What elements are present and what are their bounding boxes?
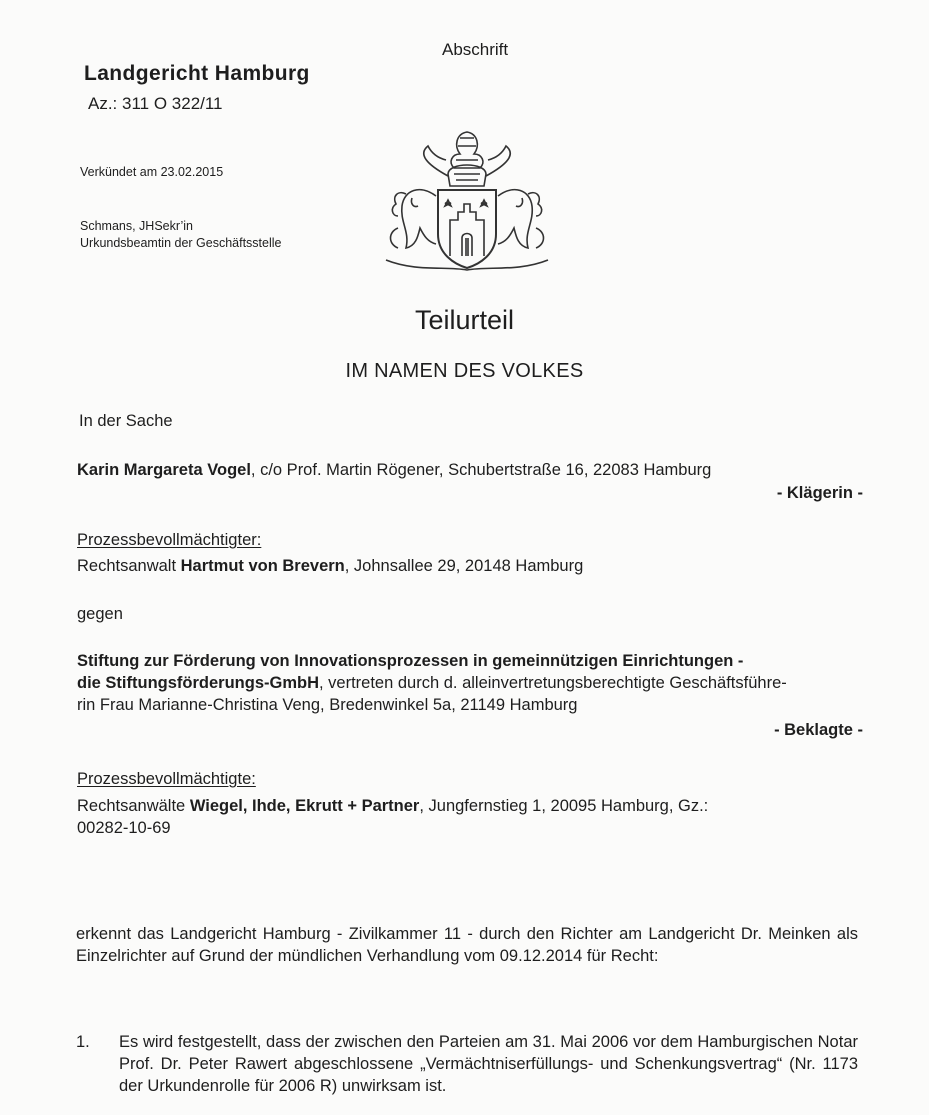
clerk-name: Schmans, JHSekr’in (80, 219, 194, 233)
plaintiff-counsel-heading: Prozessbevollmächtigter: (77, 531, 262, 549)
ruling-intro: erkennt das Landgericht Hamburg - Zivilkammer 11 - durch den Richter am Landgericht Dr. Meinken als Einzelrichter auf Grund der mündlichen Verhandlung vom 09.12.2014 für Recht: (76, 925, 858, 965)
defendant-name-line2: die Stiftungsförderungs-GmbH (77, 674, 319, 692)
defendant-block (77, 650, 867, 716)
court-name: Landgericht Hamburg (84, 62, 310, 85)
file-reference: Az.: 311 O 322/11 (88, 94, 223, 113)
plaintiff-name: Karin Margareta Vogel (77, 461, 251, 479)
defendant-counsel-prefix: Rechtsanwälte (77, 797, 190, 815)
defendant-name-line1: Stiftung zur Förderung von Innovationsprozessen in gemeinnützigen Einrichtungen - (77, 652, 744, 670)
clerk-title: Urkundsbeamtin der Geschäftsstelle (80, 236, 282, 250)
defendant-representation: , vertreten durch d. alleinvertretungsberechtigte Geschäftsführe- (319, 674, 787, 692)
hamburg-coat-of-arms-icon (376, 124, 558, 274)
against-label: gegen (77, 605, 123, 623)
defendant-counsel-block (77, 795, 797, 839)
document-subtitle: IM NAMEN DES VOLKES (345, 360, 584, 382)
defendant-role: - Beklagte - (774, 721, 863, 739)
defendant-counsel-name: Wiegel, Ihde, Ekrutt + Partner (189, 797, 420, 815)
defendant-counsel-heading: Prozessbevollmächtigte: (77, 770, 256, 788)
plaintiff-counsel-prefix: Rechtsanwalt (77, 557, 181, 575)
announcement-date: Verkündet am 23.02.2015 (80, 165, 224, 179)
defendant-counsel-address: , Jungfernstieg 1, 20095 Hamburg, Gz.: (419, 797, 709, 815)
ruling-item-number: 1. (76, 1033, 90, 1051)
plaintiff-counsel-line (77, 555, 583, 577)
ruling-item-text: Es wird festgestellt, dass der zwischen den Parteien am 31. Mai 2006 vor dem Hamburgischen Notar Prof. Dr. Peter Rawert abgeschlossene „Vermächtniserfüllungs- und Schenkungsvertrag“ (Nr. 1173 der Urkundenrolle für 2006 R) unwirksam ist. (119, 1033, 858, 1095)
plaintiff-address: , c/o Prof. Martin Rögener, Schubertstraße 16, 22083 Hamburg (250, 461, 712, 479)
defendant-counsel-ref: 00282-10-69 (77, 819, 171, 837)
case-intro: In der Sache (79, 412, 173, 430)
plaintiff-counsel-address: , Johnsallee 29, 20148 Hamburg (344, 557, 584, 575)
plaintiff-role: - Klägerin - (776, 484, 863, 502)
document-title: Teilurteil (414, 305, 515, 335)
plaintiff-counsel-name: Hartmut von Brevern (180, 557, 345, 575)
plaintiff-line (77, 459, 711, 481)
defendant-representative: rin Frau Marianne-Christina Veng, Bredenwinkel 5a, 21149 Hamburg (77, 696, 578, 714)
copy-mark: Abschrift (442, 40, 509, 59)
